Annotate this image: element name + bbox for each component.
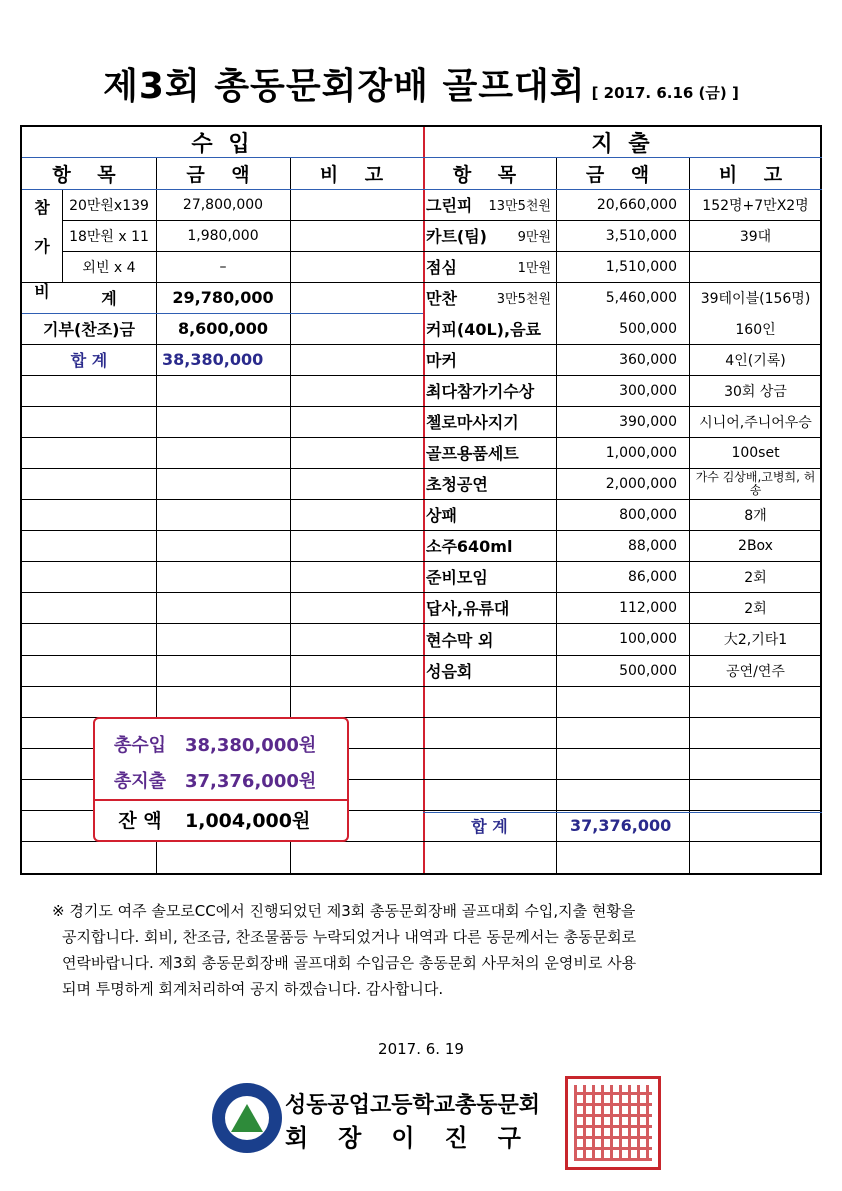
income-item: 18만원 x 11 xyxy=(69,228,149,245)
expense-item xyxy=(426,344,551,375)
income-item: 계 xyxy=(101,289,117,308)
footer-president: 회장이진구 xyxy=(285,1124,551,1152)
income-amount: 8,600,000 xyxy=(177,319,269,338)
summary-expense-label: 총지출 xyxy=(113,771,167,792)
expense-item xyxy=(426,530,551,561)
expense-note xyxy=(689,251,822,282)
expense-item-name: 답사,유류대 xyxy=(426,599,510,618)
expense-item xyxy=(426,375,551,406)
expense-amount: 2,000,000 xyxy=(605,475,677,492)
expense-item xyxy=(426,406,551,437)
expense-item xyxy=(426,220,551,251)
title-date: [ 2017. 6.16 (금) ] xyxy=(591,84,739,102)
expense-item-name: 상패 xyxy=(426,506,457,525)
summary-income xyxy=(95,725,347,763)
expense-amount: 1,510,000 xyxy=(605,258,677,275)
expense-note: 100set xyxy=(731,444,780,461)
expense-item-name: 카트(팀) xyxy=(426,227,487,246)
income-amount: 29,780,000 xyxy=(172,288,274,307)
participation-label-char: 가 xyxy=(34,237,50,256)
income-column-header: 항 목 xyxy=(52,163,126,186)
expense-amount: 88,000 xyxy=(628,537,677,554)
expense-note: 160인 xyxy=(735,321,776,338)
expense-amount: 1,000,000 xyxy=(605,444,677,461)
summary-income-value: 38,380,000원 xyxy=(185,735,317,756)
expense-item xyxy=(426,499,551,530)
expense-total-amount: 37,376,000 xyxy=(570,816,672,835)
expense-note: 大2,기타1 xyxy=(723,632,788,648)
income-amount: 1,980,000 xyxy=(187,227,259,244)
expense-amount: 20,660,000 xyxy=(596,196,677,213)
expense-note: 가수 김상배,고병희, 허 송 xyxy=(695,469,816,497)
expense-item-unit: 13만5천원 xyxy=(488,199,551,214)
expense-item xyxy=(426,437,551,468)
expense-item-name: 현수막 외 xyxy=(426,630,494,650)
expense-amount: 800,000 xyxy=(619,506,677,523)
expense-note: 공연/연주 xyxy=(726,663,785,680)
summary-balance xyxy=(95,801,347,837)
expense-amount: 86,000 xyxy=(628,568,677,585)
summary-expense xyxy=(95,763,347,797)
expense-item-name: 초청공연 xyxy=(426,475,488,494)
expense-amount: 100,000 xyxy=(619,631,677,647)
summary-balance-value: 1,004,000원 xyxy=(185,809,311,832)
expense-item-name: 최다참가기수상 xyxy=(426,382,535,401)
income-amount: – xyxy=(219,258,227,275)
expense-item-unit: 3만5천원 xyxy=(496,292,551,307)
expense-item xyxy=(426,655,551,686)
expense-item-name: 만찬 xyxy=(426,289,457,308)
expense-item xyxy=(426,592,551,623)
expense-item-unit: 9만원 xyxy=(517,230,551,245)
expense-note: 30회 상금 xyxy=(724,383,787,400)
document-title xyxy=(0,58,842,109)
expense-total-label: 합 계 xyxy=(471,817,508,836)
expense-item-name: 소주640ml xyxy=(426,537,513,556)
expense-item xyxy=(426,468,551,499)
income-item: 외빈 x 4 xyxy=(82,259,136,276)
expense-item-name: 준비모임 xyxy=(426,568,488,587)
income-column-header: 금 액 xyxy=(186,163,260,186)
expense-note: 4인(기록) xyxy=(725,352,786,369)
notice-line: 공지합니다. 회비, 찬조금, 찬조물품등 누락되었거나 내역과 다른 동문께서는 총동문회로 xyxy=(62,928,637,946)
expense-section-title: 지 출 xyxy=(591,131,654,157)
income-item: 20만원x139 xyxy=(69,197,149,214)
expense-amount: 5,460,000 xyxy=(605,289,677,306)
income-column-header: 비 고 xyxy=(319,163,394,186)
expense-item-name: 성음회 xyxy=(426,662,473,681)
expense-note: 2Box xyxy=(738,537,773,554)
seal-stamp-icon xyxy=(565,1076,661,1170)
participation-label-char: 참 xyxy=(34,198,50,217)
expense-item-name: 첼로마사지기 xyxy=(426,413,519,432)
expense-item-unit: 1만원 xyxy=(517,261,551,276)
expense-item-name: 그린피 xyxy=(426,196,473,215)
summary-box xyxy=(93,717,349,842)
summary-balance-label: 잔 액 xyxy=(118,809,162,832)
expense-item xyxy=(426,282,551,313)
notice-line: ※ 경기도 여주 솔모로CC에서 진행되었던 제3회 총동문회장배 골프대회 수입,지출 현황을 xyxy=(52,902,636,920)
income-total-label: 합 계 xyxy=(70,351,108,370)
footer-date: 2017. 6. 19 xyxy=(378,1040,464,1058)
notice-text xyxy=(52,898,812,1002)
expense-note: 152명+7만X2명 xyxy=(702,197,809,214)
summary-expense-value: 37,376,000원 xyxy=(185,771,317,792)
expense-amount: 112,000 xyxy=(619,599,677,616)
expense-amount: 390,000 xyxy=(619,413,677,430)
expense-item-name: 점심 xyxy=(426,258,457,277)
expense-note: 39대 xyxy=(739,228,772,245)
notice-line: 되며 투명하게 회계처리하여 공지 하겠습니다. 감사합니다. xyxy=(62,980,444,998)
expense-amount: 360,000 xyxy=(619,351,677,368)
footer-org: 성동공업고등학교총동문회 xyxy=(285,1093,541,1118)
expense-item-name: 골프용품세트 xyxy=(426,444,519,463)
expense-column-header: 비 고 xyxy=(718,163,793,186)
income-amount: 27,800,000 xyxy=(182,196,264,213)
center-divider xyxy=(423,127,425,873)
expense-item xyxy=(426,561,551,592)
expense-item-name: 마커 xyxy=(426,351,457,370)
income-item: 기부(찬조)금 xyxy=(43,320,135,339)
expense-item xyxy=(426,313,551,344)
expense-note: 8개 xyxy=(744,507,767,524)
expense-amount: 3,510,000 xyxy=(605,227,677,244)
expense-item-name: 커피(40L),음료 xyxy=(426,320,541,339)
expense-note: 2회 xyxy=(744,600,767,617)
expense-note: 39테이블(156명) xyxy=(700,290,811,307)
participation-label-char: 비 xyxy=(34,281,50,301)
table-row-divider xyxy=(22,686,822,687)
expense-amount: 500,000 xyxy=(619,320,677,337)
expense-item xyxy=(426,251,551,282)
expense-item xyxy=(426,189,551,220)
expense-amount: 300,000 xyxy=(619,382,677,399)
income-total-amount: 38,380,000 xyxy=(162,350,264,369)
expense-note: 시니어,주니어우승 xyxy=(699,414,812,431)
summary-income-label: 총수입 xyxy=(113,735,167,756)
expense-amount: 500,000 xyxy=(619,662,677,679)
school-logo-icon xyxy=(212,1083,282,1153)
income-section-title: 수 입 xyxy=(191,131,254,157)
title-main: 제3회 총동문회장배 골프대회 xyxy=(103,66,586,107)
expense-column-header: 금 액 xyxy=(585,163,660,186)
expense-item xyxy=(426,623,551,655)
expense-column-header: 항 목 xyxy=(452,163,527,186)
notice-line: 연락바랍니다. 제3회 총동문회장배 골프대회 수입금은 총동문회 사무처의 운영비로 사용 xyxy=(62,954,637,972)
expense-note: 2회 xyxy=(744,569,767,586)
